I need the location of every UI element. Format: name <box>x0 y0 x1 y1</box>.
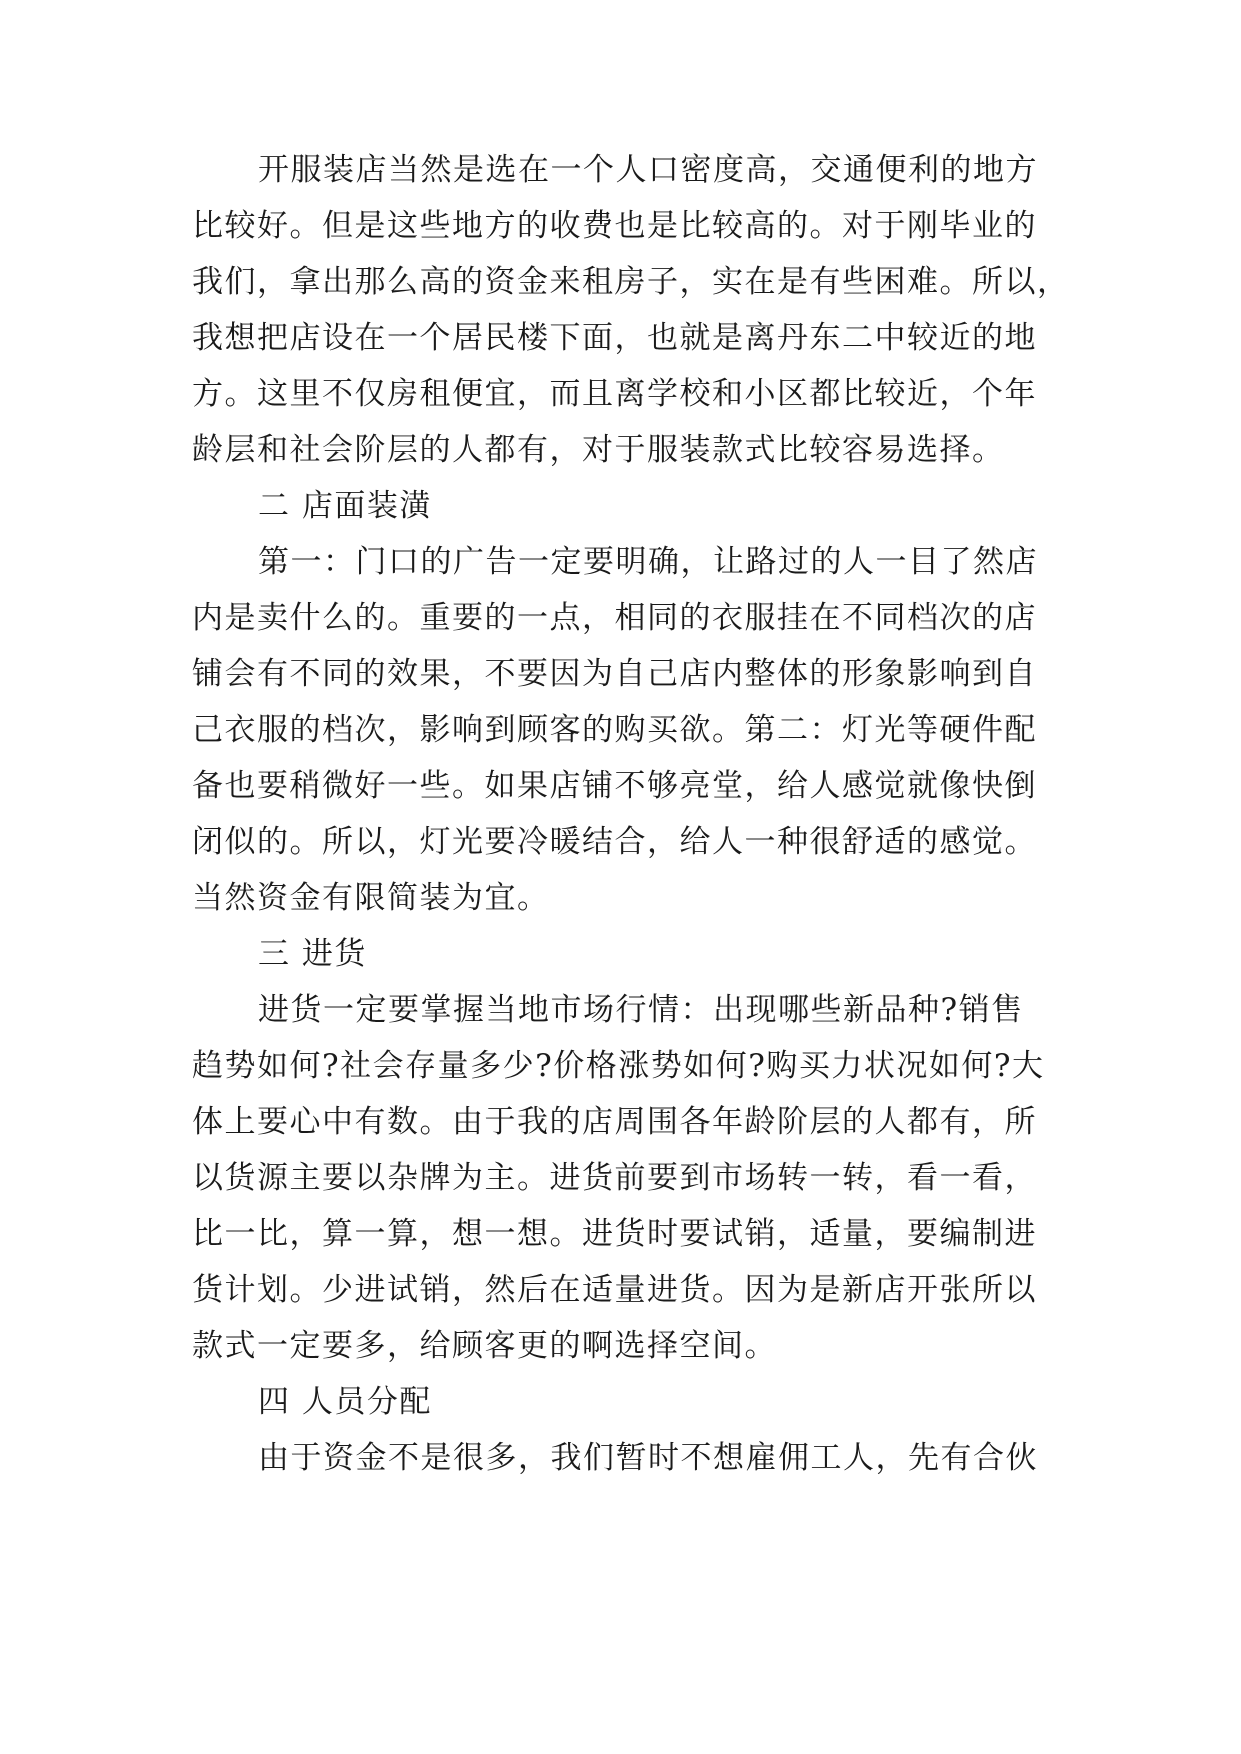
paragraph-line: 比一比，算一算，想一想。进货时要试销，适量，要编制进 <box>192 1216 1037 1252</box>
paragraph-line: 开服装店当然是选在一个人口密度高，交通便利的地方 <box>258 152 1038 188</box>
paragraph-line: 以货源主要以杂牌为主。进货前要到市场转一转，看一看， <box>192 1160 1037 1196</box>
paragraph-line: 货计划。少进试销，然后在适量进货。因为是新店开张所以 <box>192 1272 1037 1308</box>
paragraph-line: 款式一定要多，给顾客更的啊选择空间。 <box>192 1328 777 1364</box>
paragraph-line: 体上要心中有数。由于我的店周围各年龄阶层的人都有，所 <box>192 1104 1037 1140</box>
paragraph-line: 比较好。但是这些地方的收费也是比较高的。对于刚毕业的 <box>192 208 1037 244</box>
paragraph-line: 闭似的。所以，灯光要冷暖结合，给人一种很舒适的感觉。 <box>192 824 1037 860</box>
section-heading: 三 进货 <box>258 936 367 972</box>
paragraph-line: 铺会有不同的效果，不要因为自己店内整体的形象影响到自 <box>192 656 1037 692</box>
section-heading: 二 店面装潢 <box>258 488 432 524</box>
paragraph-line: 备也要稍微好一些。如果店铺不够亮堂，给人感觉就像快倒 <box>192 768 1037 804</box>
paragraph-line: 我们，拿出那么高的资金来租房子，实在是有些困难。所以， <box>192 264 1070 300</box>
paragraph-line: 当然资金有限简装为宜。 <box>192 880 550 916</box>
paragraph-line: 由于资金不是很多，我们暂时不想雇佣工人，先有合伙 <box>258 1440 1038 1476</box>
paragraph-line: 第一：门口的广告一定要明确，让路过的人一目了然店 <box>258 544 1038 580</box>
paragraph-line: 我想把店设在一个居民楼下面，也就是离丹东二中较近的地 <box>192 320 1037 356</box>
paragraph-line: 方。这里不仅房租便宜，而且离学校和小区都比较近，个年 <box>192 376 1037 412</box>
section-heading: 四 人员分配 <box>258 1384 432 1420</box>
paragraph-line: 己衣服的档次，影响到顾客的购买欲。第二：灯光等硬件配 <box>192 712 1037 748</box>
paragraph-line: 内是卖什么的。重要的一点，相同的衣服挂在不同档次的店 <box>192 600 1037 636</box>
paragraph-line: 趋势如何?社会存量多少?价格涨势如何?购买力状况如何?大 <box>192 1048 1045 1084</box>
paragraph-line: 龄层和社会阶层的人都有，对于服装款式比较容易选择。 <box>192 432 1005 468</box>
paragraph-line: 进货一定要掌握当地市场行情：出现哪些新品种?销售 <box>258 992 1024 1028</box>
